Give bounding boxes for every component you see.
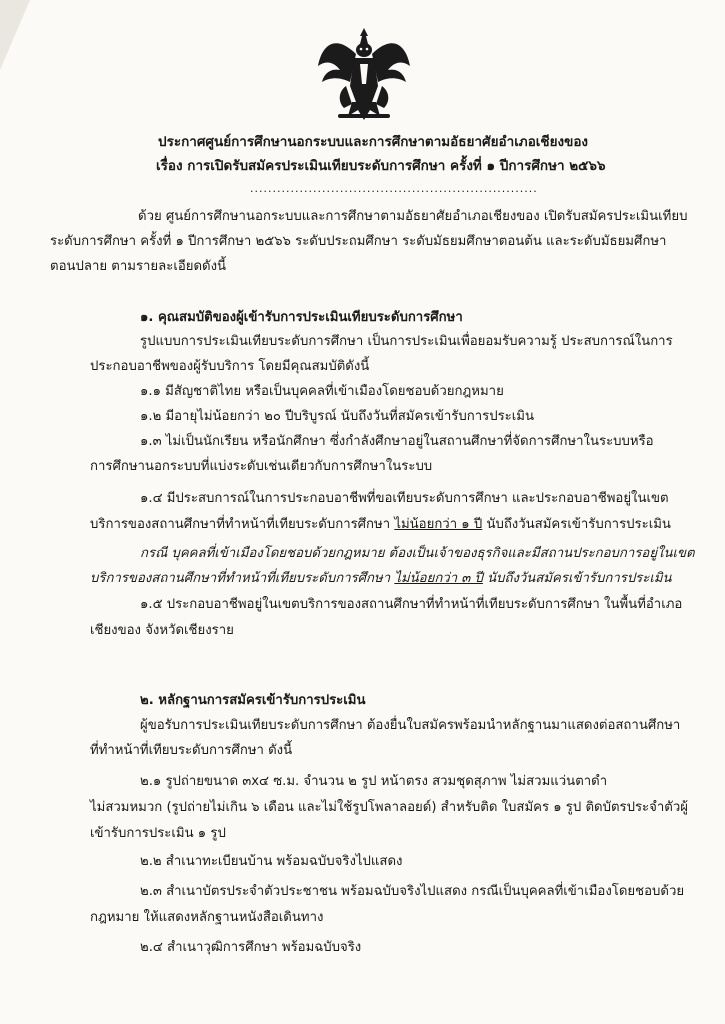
list-item: ๑.๒ มีอายุไม่น้อยกว่า ๒๐ ปีบริบูรณ์ นับถึงวันที่สมัครเข้ารับการประเมิน [140, 409, 534, 424]
announcement-title: ประกาศศูนย์การศึกษานอกระบบและการศึกษาตามอัธยาศัยอำเภอเชียงของ [158, 134, 589, 150]
list-item: ๒.๑ รูปถ่ายขนาด ๓x๔ ซ.ม. จำนวน ๒ รูป หน้าตรง สวมชุดสุภาพ ไม่สวมแว่นตาดำ [140, 774, 608, 789]
list-item: ๒.๒ สำเนาทะเบียนบ้าน พร้อมฉบับจริงไปแสดง [140, 854, 403, 869]
list-item-continued: กฎหมาย ให้แสดงหลักฐานหนังสือเดินทาง [90, 910, 324, 925]
section-1-heading: ๑. คุณสมบัติของผู้เข้ารับการประเมินเทียบระดับการศึกษา [140, 310, 463, 325]
paragraph-line: ผู้ขอรับการประเมินเทียบระดับการศึกษา ต้องยื่นใบสมัครพร้อมนำหลักฐานมาแสดงต่อสถานศึกษา [140, 718, 681, 733]
text-segment: บริการของสถานศึกษาที่ทำหน้าที่เทียบระดับการศึกษา [90, 571, 395, 586]
text-segment: นับถึงวันสมัครเข้ารับการประเมิน [482, 517, 671, 532]
page-corner [0, 0, 30, 70]
announcement-subject: เรื่อง การเปิดรับสมัครประเมินเทียบระดับการศึกษา ครั้งที่ ๑ ปีการศึกษา ๒๕๖๖ [156, 158, 606, 174]
list-item-continued: การศึกษานอกระบบที่แบ่งระดับเช่นเดียวกับการศึกษาในระบบ [90, 459, 433, 474]
list-item: ๑.๔ มีประสบการณ์ในการประกอบอาชีพที่ขอเทียบระดับการศึกษา และประกอบอาชีพอยู่ในเขต [140, 491, 669, 506]
section-2-heading: ๒. หลักฐานการสมัครเข้ารับการประเมิน [140, 693, 366, 708]
list-item: ๒.๔ สำเนาวุฒิการศึกษา พร้อมฉบับจริง [140, 940, 362, 955]
underlined-text: ไม่น้อยกว่า ๑ ปี [394, 517, 483, 532]
list-item-continued: เชียงของ จังหวัดเชียงราย [90, 623, 234, 638]
paragraph-line: ที่ทำหน้าที่เทียบระดับการศึกษา ดังนี้ [90, 743, 293, 758]
intro-line: ด้วย ศูนย์การศึกษานอกระบบและการศึกษาตามอัธยาศัยอำเภอเชียงของ เปิดรับสมัครประเมินเทียบ [138, 209, 688, 224]
paragraph-line: ประกอบอาชีพของผู้รับบริการ โดยมีคุณสมบัติดังนี้ [90, 359, 370, 374]
list-item: ๑.๕ ประกอบอาชีพอยู่ในเขตบริการของสถานศึกษาที่ทำหน้าที่เทียบระดับการศึกษา ในพื้นที่อำเภอ [140, 597, 683, 612]
underlined-text: ไม่น้อยกว่า ๓ ปี [394, 571, 483, 586]
list-item: ๒.๓ สำเนาบัตรประจำตัวประชาชน พร้อมฉบับจริงไปแสดง กรณีเป็นบุคคลที่เข้าเมืองโดยชอบด้วย [140, 884, 685, 899]
intro-line: ระดับการศึกษา ครั้งที่ ๑ ปีการศึกษา ๒๕๖๖ ระดับประถมศึกษา ระดับมัธยมศึกษาตอนต้น และระดับมัธยมศึกษา [50, 234, 667, 249]
note-line: กรณี บุคคลที่เข้าเมืองโดยชอบด้วยกฎหมาย ต้องเป็นเจ้าของธุรกิจและมีสถานประกอบการอยู่ในเขต [140, 546, 695, 561]
list-item-continued [90, 516, 671, 534]
title-separator: ................................................................ [250, 182, 538, 195]
garuda-emblem-icon [316, 24, 412, 124]
list-item-continued: ไม่สวมหมวก (รูปถ่ายไม่เกิน ๖ เดือน และไม่ใช้รูปโพลาลอยด์) สำหรับติด ใบสมัคร ๑ รูป ติดบัตรประจำตัวผู้ [90, 800, 688, 815]
text-segment: นับถึงวันสมัครเข้ารับการประเมิน [482, 571, 672, 586]
paragraph-line: รูปแบบการประเมินเทียบระดับการศึกษา เป็นการประเมินเพื่อยอมรับความรู้ ประสบการณ์ในการ [140, 334, 673, 349]
list-item: ๑.๓ ไม่เป็นนักเรียน หรือนักศึกษา ซึ่งกำลังศึกษาอยู่ในสถานศึกษาที่จัดการศึกษาในระบบหรือ [140, 434, 654, 449]
intro-line: ตอนปลาย ตามรายละเอียดดังนี้ [50, 259, 227, 274]
text-segment: บริการของสถานศึกษาที่ทำหน้าที่เทียบระดับการศึกษา [90, 517, 395, 532]
list-item: ๑.๑ มีสัญชาติไทย หรือเป็นบุคคลที่เข้าเมืองโดยชอบด้วยกฎหมาย [140, 384, 504, 399]
note-line [90, 570, 672, 588]
list-item-continued: เข้ารับการประเมิน ๑ รูป [90, 826, 226, 841]
